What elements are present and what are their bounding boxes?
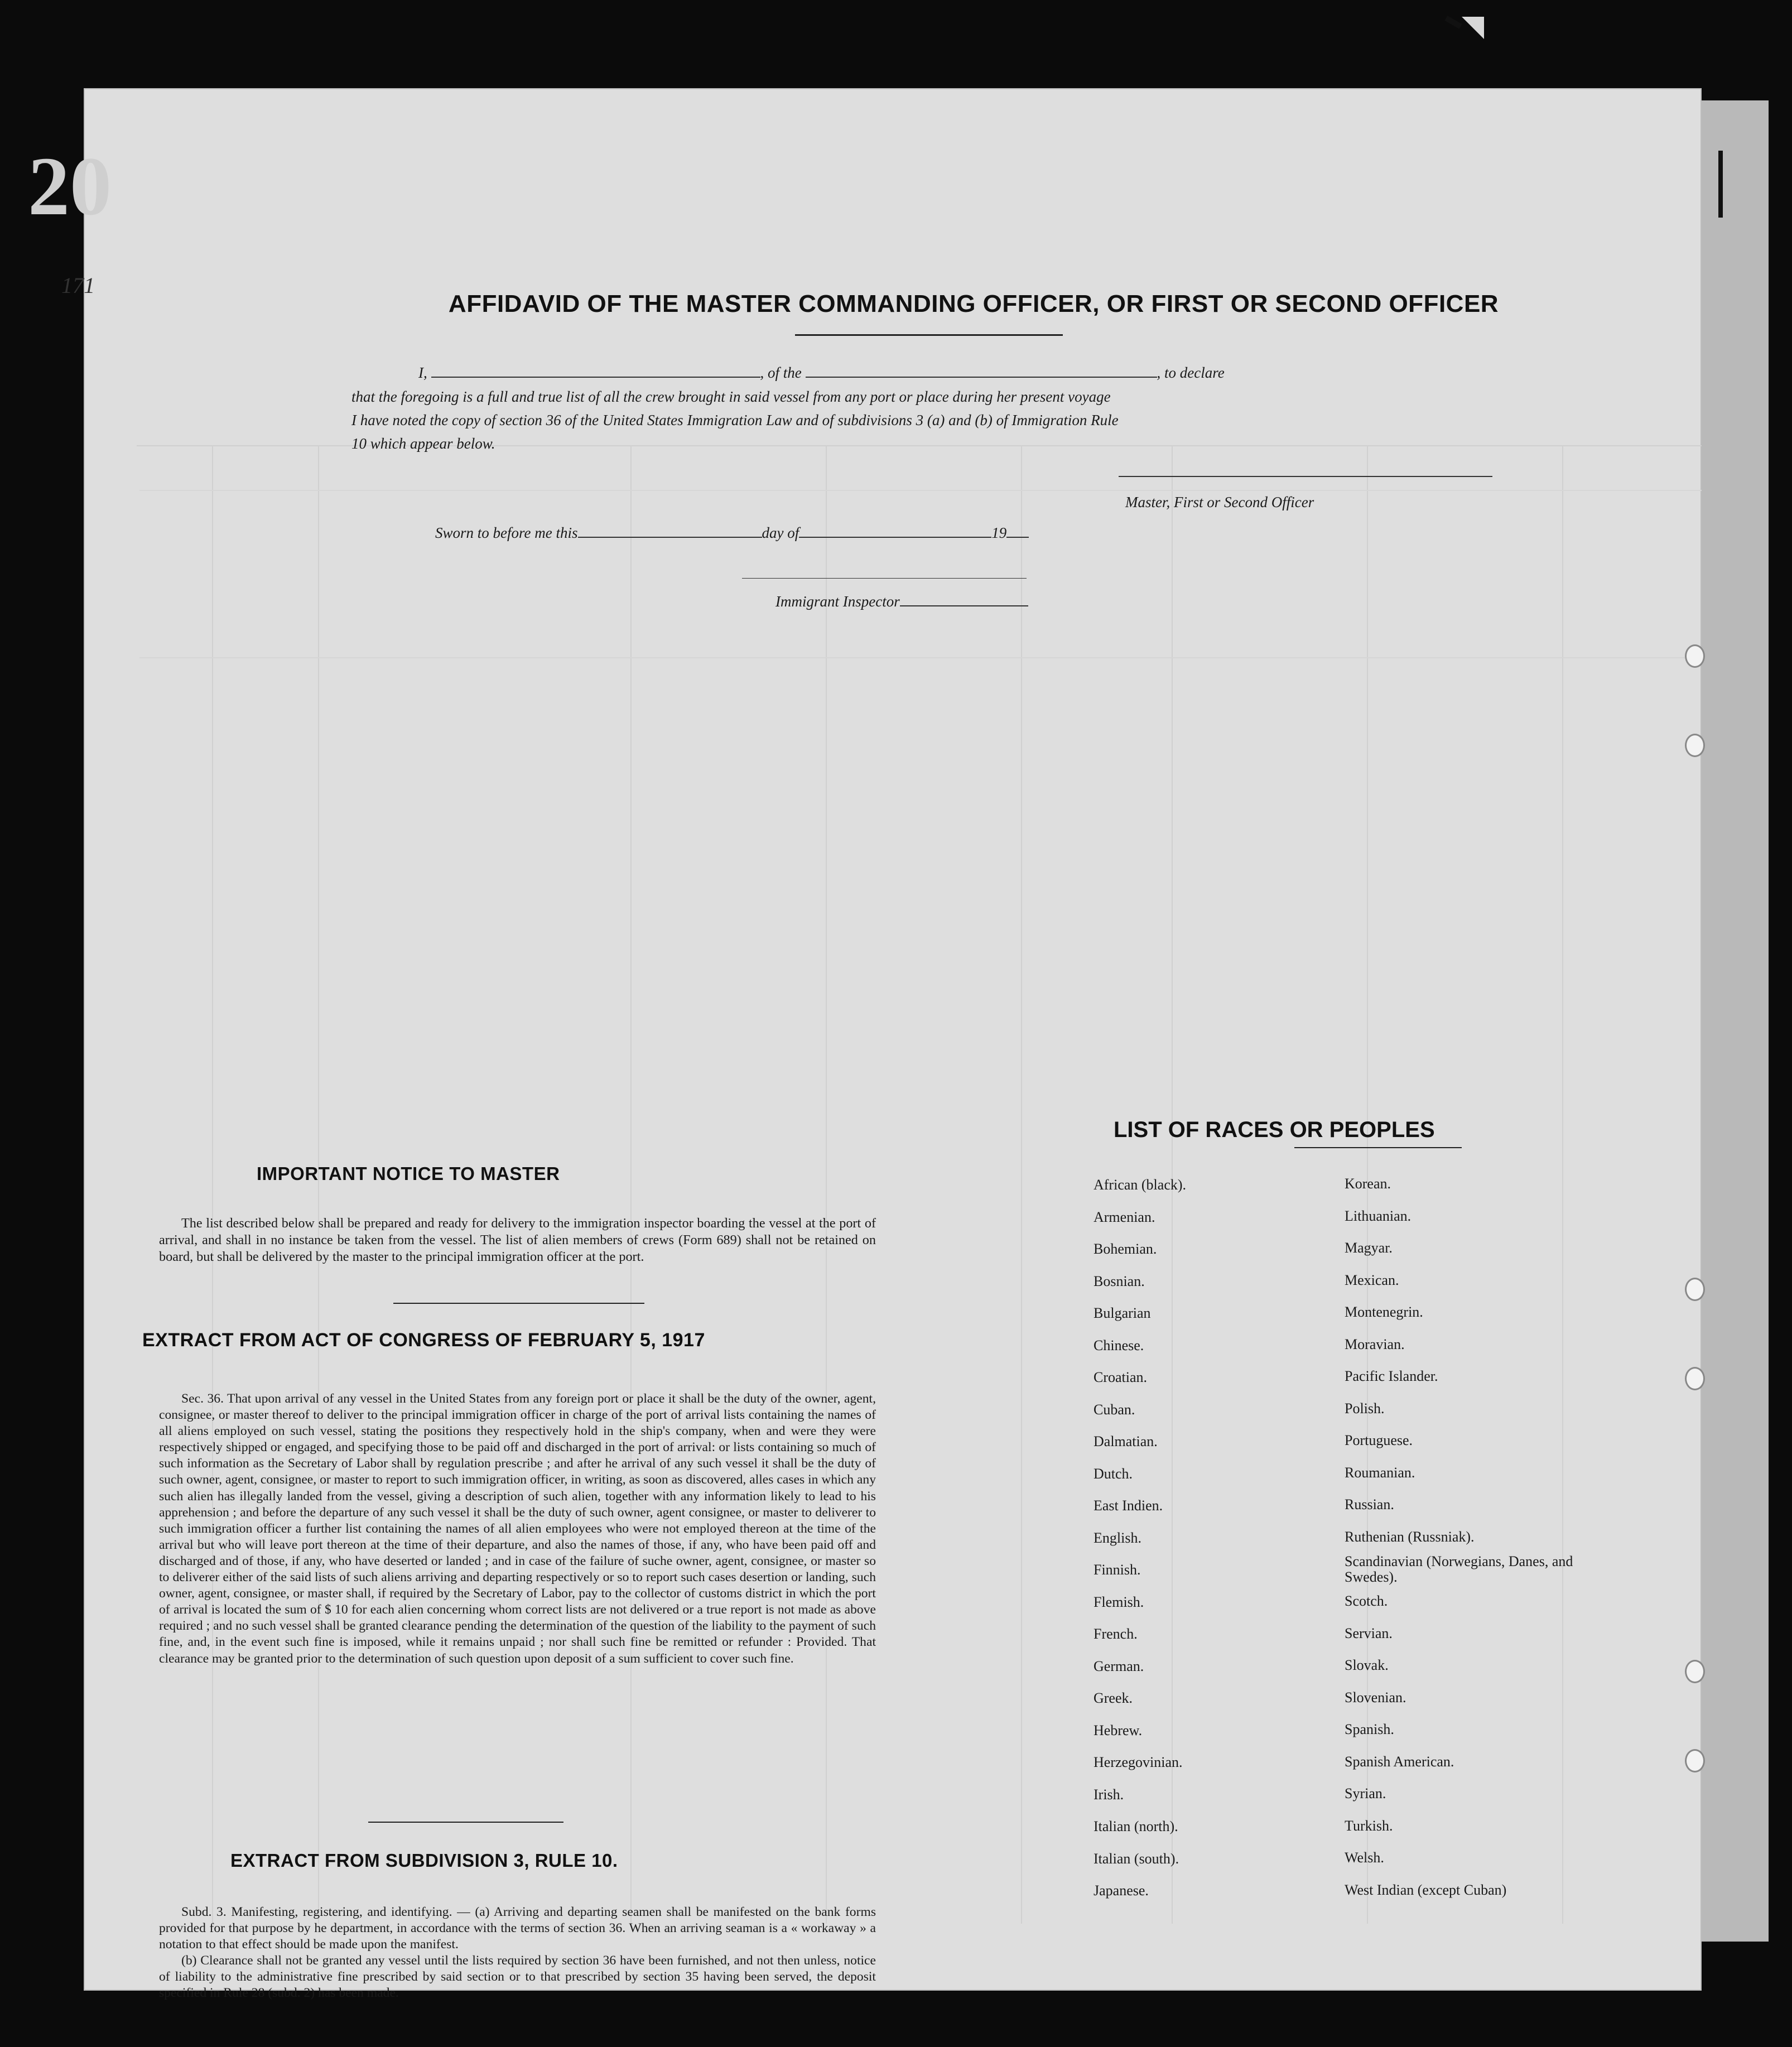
declaration-mid: , of the bbox=[760, 364, 802, 381]
race-item: Hebrew. bbox=[1093, 1722, 1143, 1738]
bleed-through-row bbox=[139, 490, 1702, 491]
race-item: Cuban. bbox=[1093, 1401, 1135, 1418]
race-item: Ruthenian (Russniak). bbox=[1345, 1528, 1475, 1545]
act-divider bbox=[368, 1822, 563, 1823]
declaration-prefix: I, bbox=[418, 364, 427, 381]
bleed-through-column bbox=[212, 445, 213, 1924]
race-item: Welsh. bbox=[1345, 1849, 1384, 1866]
races-title: LIST OF RACES OR PEOPLES bbox=[1114, 1118, 1435, 1142]
race-item: Dutch. bbox=[1093, 1465, 1133, 1482]
race-item: Italian (south). bbox=[1093, 1850, 1179, 1867]
race-item: Bulgarian bbox=[1093, 1305, 1151, 1321]
extract-rule-text bbox=[159, 1904, 876, 2001]
race-item: Portuguese. bbox=[1345, 1432, 1413, 1448]
race-item: German. bbox=[1093, 1658, 1144, 1674]
declaration-suffix: , to declare bbox=[1157, 364, 1225, 381]
race-item: Italian (north). bbox=[1093, 1818, 1178, 1834]
bleed-through-column bbox=[318, 445, 319, 1924]
race-item: Slovenian. bbox=[1345, 1689, 1406, 1706]
page-number: 171 bbox=[61, 273, 95, 298]
race-item: Magyar. bbox=[1345, 1240, 1393, 1256]
inspector-blank bbox=[900, 594, 1028, 606]
race-item: Armenian. bbox=[1093, 1208, 1155, 1225]
race-item: Bohemian. bbox=[1093, 1241, 1157, 1257]
sworn-day-label: day of bbox=[762, 524, 799, 541]
race-item: Chinese. bbox=[1093, 1337, 1144, 1354]
name-blank bbox=[431, 365, 760, 378]
declaration-text-line-3: I have noted the copy of section 36 of the United States Immigration Law and of subdivisions 3 (a) and (b) of Immigration Rule bbox=[351, 412, 1119, 428]
affidavit-title: AFFIDAVID OF THE MASTER COMMANDING OFFICER, OR FIRST OR SECOND OFFICER bbox=[448, 290, 1499, 317]
extract-act-title: EXTRACT FROM ACT OF CONGRESS OF FEBRUARY 5, 1917 bbox=[142, 1330, 705, 1351]
race-item: West Indian (except Cuban) bbox=[1345, 1881, 1507, 1898]
race-item: English. bbox=[1093, 1529, 1141, 1546]
extract-rule-paragraph-b: (b) Clearance shall not be granted any vessel until the lists required by section 36 have been furnished, and not then unless, notice of liability to the administrative fine prescribed by said section or to that prescribed by section 35 having been served, the deposit specified in Rule 28 (subd. 2) has been made. bbox=[159, 1953, 876, 2000]
bleed-through-column bbox=[630, 445, 632, 1924]
race-item: Polish. bbox=[1345, 1400, 1385, 1417]
race-item: African (black). bbox=[1093, 1177, 1187, 1193]
binder-hole-icon bbox=[1685, 1278, 1705, 1301]
race-item: East Indien. bbox=[1093, 1497, 1163, 1514]
notice-text bbox=[159, 1215, 876, 1265]
manifest-sheet bbox=[28, 88, 1702, 2000]
race-item: Croatian. bbox=[1093, 1369, 1148, 1385]
signature-blank bbox=[1119, 465, 1492, 477]
race-item: Greek. bbox=[1093, 1690, 1133, 1706]
extract-rule-title: EXTRACT FROM SUBDIVISION 3, RULE 10. bbox=[230, 1850, 618, 1871]
race-item: Irish. bbox=[1093, 1786, 1124, 1803]
declaration-line bbox=[418, 364, 1225, 382]
page-corner bbox=[1462, 17, 1484, 39]
bleed-through-row bbox=[139, 657, 1702, 658]
race-item: Bosnian. bbox=[1093, 1273, 1145, 1289]
race-item: Turkish. bbox=[1345, 1817, 1393, 1834]
races-divider bbox=[1294, 1147, 1462, 1148]
master-label: Master, First or Second Officer bbox=[1125, 494, 1314, 510]
race-item: Syrian. bbox=[1345, 1785, 1386, 1802]
sworn-line bbox=[435, 524, 1029, 542]
sworn-prefix: Sworn to before me this bbox=[435, 524, 578, 541]
stamp-number: 20 bbox=[28, 140, 112, 233]
race-item: Servian. bbox=[1345, 1625, 1393, 1641]
races-column-1 bbox=[1093, 1169, 1186, 1907]
race-item: Spanish American. bbox=[1345, 1753, 1454, 1770]
inspector-line bbox=[775, 593, 1028, 610]
races-column-2 bbox=[1345, 1168, 1579, 1906]
title-divider bbox=[795, 334, 1063, 336]
race-item: Moravian. bbox=[1345, 1336, 1405, 1352]
race-item: Montenegrin. bbox=[1345, 1304, 1423, 1320]
race-item: Flemish. bbox=[1093, 1593, 1144, 1610]
bleed-through-column bbox=[1021, 445, 1022, 1924]
extract-rule-paragraph-a: Subd. 3. Manifesting, registering, and identifying. — (a) Arriving and departing seamen shall be manifested on the bank forms provided for that purpose by he department, in accordance with the terms of section 36. When an arriving seaman is a « workaway » a notation to that effect should be made upon the manifest. bbox=[159, 1905, 876, 1952]
sworn-month-blank bbox=[799, 526, 991, 538]
race-item: Russian. bbox=[1345, 1496, 1394, 1513]
race-item: Herzegovinian. bbox=[1093, 1754, 1183, 1770]
corner-mark-icon bbox=[1445, 16, 1462, 29]
underlying-sheet-edge bbox=[1696, 100, 1769, 1942]
race-item: French. bbox=[1093, 1626, 1138, 1642]
declaration-text-line-2: that the foregoing is a full and true list of all the crew brought in said vessel from any port or place during her present voyage bbox=[351, 388, 1111, 405]
race-item: Mexican. bbox=[1345, 1271, 1399, 1288]
tab-mark-icon bbox=[1718, 151, 1723, 218]
binder-hole-icon bbox=[1685, 1660, 1705, 1683]
race-item: Finnish. bbox=[1093, 1562, 1141, 1578]
notice-title: IMPORTANT NOTICE TO MASTER bbox=[257, 1163, 560, 1184]
extract-act-paragraph: Sec. 36. That upon arrival of any vessel in the United States from any foreign port or place it shall be the duty of the owner, agent, consignee, or master thereof to deliver to the principal immigration officer in charge of the port of arrival lists containing the names of all aliens employed on such vessel, stating the positions they respectively hold in the ship's company, when and were they were respectively shipped or engaged, and specifying those to be paid off and discharged in the port of arrival: or lists containing so much of such information as the Secretary of Labor shall by regulation prescribe ; and after he arrival of any such vessel it shall be the duty of such owner, agent, consignee, or master to report to such immigration officer, in writing, as soon as discovered, alles cases in which any such alien has illegally landed from the vessel, giving a description of such alien, together with any information likely to lead to his apprehension ; and before the departure of any such vessel it shall be the duty of such owner, agent consignee, or master to deliverer to such immigration officer a further list containing the names of all alien employees who were not employed thereon at the time of the arrival but who will leave port thereon at the time of their departure, and also the names of those, if any, who have been paid off and discharged and of those, if any, who have deserted or landed ; and in case of the failure of suche owner, agent, consignee, or master so to deliverer either of the said lists of such aliens arriving and departing respectively or so to report such cases desertion or landing, such owner, agent, consignee, or master shall, if required by the Secretary of Labor, pay to the collector of customs district in which the port of arrival is located the sum of $ 10 for each alien concerning whom correct lists are not delivered or a true report is not made as above required ; and no such vessel shall be granted clearance pending the determination of the question of the liability to the payment of such fine, and, in the event such fine is imposed, while it remains unpaid ; nor shall such fine be remitted or refunder : Provided. That clearance may be granted prior to the determination of such question upon deposit of a sum sufficient to cover such fine. bbox=[159, 1391, 876, 1666]
race-item: Roumanian. bbox=[1345, 1464, 1415, 1481]
race-item: Scotch. bbox=[1345, 1593, 1388, 1609]
extract-act-text bbox=[159, 1391, 876, 1667]
sworn-year-blank bbox=[1006, 526, 1029, 538]
inspector-label: Immigrant Inspector bbox=[775, 593, 900, 610]
notice-paragraph: The list described below shall be prepared and ready for delivery to the immigration inspector boarding the vessel at the port of arrival, and shall in no instance be taken from the vessel. The list of alien members of crews (Form 689) shall not be retained on board, but shall be delivered by the master to the principal immigration officer at the port. bbox=[159, 1216, 876, 1264]
race-item: Korean. bbox=[1345, 1176, 1391, 1192]
binder-hole-icon bbox=[1685, 1749, 1705, 1773]
race-item: Slovak. bbox=[1345, 1657, 1389, 1673]
binder-hole-icon bbox=[1685, 644, 1705, 668]
race-item: Pacific Islander. bbox=[1345, 1368, 1438, 1384]
vessel-blank bbox=[806, 365, 1157, 378]
binder-hole-icon bbox=[1685, 734, 1705, 757]
race-item: Scandinavian (Norwegians, Danes, and Swedes). bbox=[1345, 1553, 1573, 1585]
inspector-line-top bbox=[742, 567, 1027, 579]
sworn-day-blank bbox=[578, 526, 762, 538]
race-item: Spanish. bbox=[1345, 1721, 1394, 1737]
race-item: Dalmatian. bbox=[1093, 1433, 1158, 1449]
sworn-year-label: 19 bbox=[991, 524, 1007, 541]
race-item: Japanese. bbox=[1093, 1882, 1149, 1899]
notice-divider bbox=[393, 1303, 644, 1304]
bleed-through-column bbox=[826, 445, 827, 1924]
binder-hole-icon bbox=[1685, 1367, 1705, 1390]
declaration-text-line-4: 10 which appear below. bbox=[351, 435, 495, 452]
race-item: Lithuanian. bbox=[1345, 1207, 1412, 1224]
